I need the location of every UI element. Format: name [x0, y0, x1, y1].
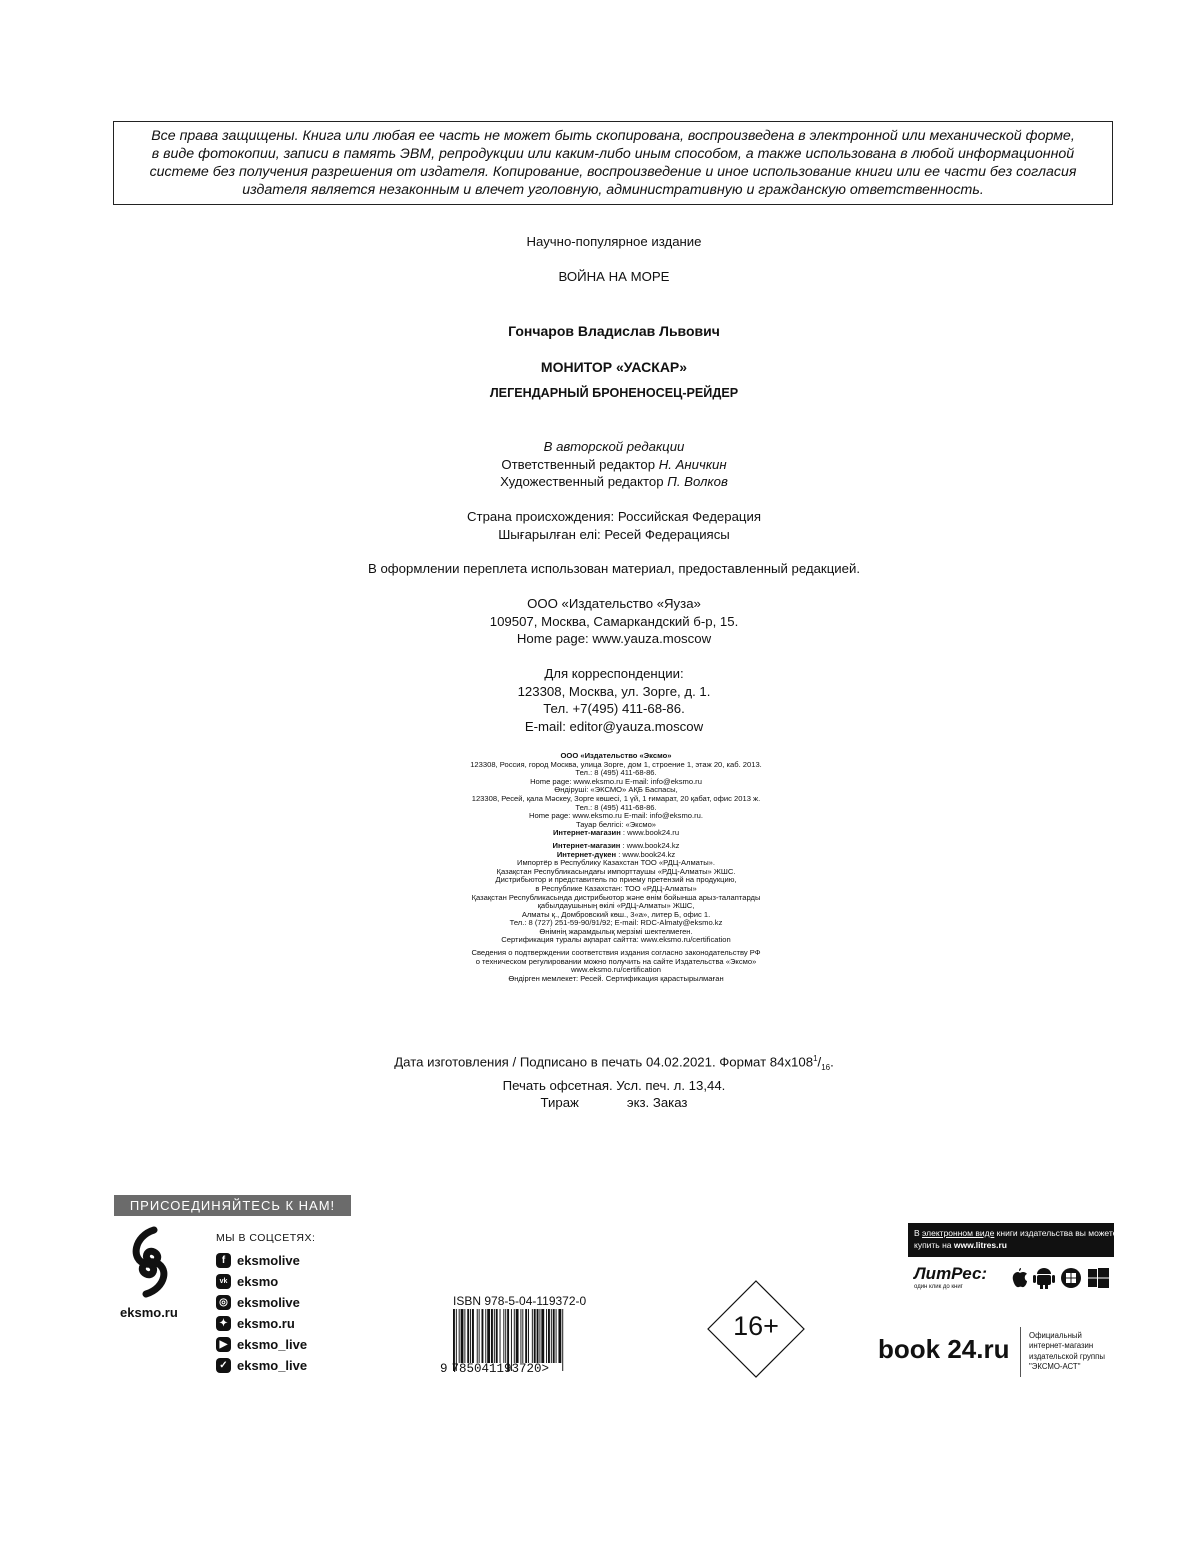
barcode-bar [491, 1309, 493, 1363]
print-info [0, 1050, 1193, 1112]
social-item[interactable] [216, 1334, 307, 1355]
join-us-banner: ПРИСОЕДИНЯЙТЕСЬ К НАМ! [114, 1195, 351, 1216]
barcode-bar [494, 1309, 495, 1363]
eksmo-logo-icon [126, 1226, 174, 1298]
windows-phone-icon [1061, 1268, 1081, 1288]
platform-icons [1008, 1266, 1112, 1290]
eksmo-legal-block [316, 752, 916, 983]
rights-line: издателя является незаконным и влечет уголовную, административную и гражданскую ответственность. [242, 182, 984, 198]
barcode-bar [541, 1309, 544, 1363]
vk-icon: vk [216, 1274, 231, 1289]
social-item[interactable] [216, 1292, 300, 1313]
book-title: МОНИТОР «УАСКАР» [540, 359, 688, 375]
correspondence-info: Для корреспонденции: 123308, Москва, ул. Зорге, д. 1. Тел. +7(495) 411-68-86. E-mail: editor@yauza.moscow [517, 666, 711, 734]
book-subtitle: ЛЕГЕНДАРНЫЙ БРОНЕНОСЕЦ-РЕЙДЕР [489, 386, 739, 400]
litres-tagline: один клик до книг [914, 1284, 963, 1290]
litres-logo: ЛитРес: [914, 1264, 988, 1283]
legal-line: Қазақстан Республикасындағы импорттаушы «РДЦ-Алматы» ЖШС. [496, 866, 736, 876]
barcode-bar [522, 1309, 523, 1363]
legal-line: Тел.: 8 (495) 411-68-86. [575, 768, 657, 778]
cover-note: В оформлении переплета использован материал, предоставленный редакцией. [368, 561, 860, 576]
legal-line: Қазақстан Республикасында дистрибьютор және өнім бойынша арыз-талаптарды [471, 892, 761, 902]
legal-line: www.eksmo.ru/certification [571, 965, 661, 975]
book24-logo: book 24.ru [878, 1334, 1010, 1364]
legal-line: Интернет-дүкен : www.book24.kz [556, 849, 676, 859]
barcode-bar [477, 1309, 478, 1363]
barcode-bar [556, 1309, 557, 1363]
barcode-bar [503, 1309, 504, 1363]
social-handle: eksmolive [237, 1253, 300, 1268]
rights-line: системе без получения разрешения от издателя. Копирование, воспроизведение и иное использование книги или ее части без согласия [149, 164, 1077, 180]
barcode-bar [514, 1309, 515, 1363]
barcode-bar [472, 1309, 474, 1363]
barcode-bar [551, 1309, 552, 1363]
legal-line: Сертификация туралы ақпарат сайтта: www.eksmo.ru/certification [501, 935, 731, 945]
social-handle: eksmo_live [237, 1358, 308, 1373]
legal-line: Импортёр в Республику Казахстан ТОО «РДЦ-Алматы». [516, 858, 715, 868]
editorial-note: В авторской редакции [543, 439, 685, 454]
barcode-bar [534, 1309, 536, 1363]
print-type: Печать офсетная. Усл. печ. л. 13,44. [502, 1077, 726, 1093]
barcode-bar [470, 1309, 471, 1363]
divider [1020, 1327, 1021, 1377]
facebook-icon: f [216, 1253, 231, 1268]
legal-line: в Республике Казахстан: ТОО «РДЦ-Алматы» [535, 883, 697, 893]
barcode-bar [485, 1309, 486, 1363]
rights-line: в виде фотокопии, записи в память ЭВМ, репродукции или каким-либо иным способом, а также использована в любой информационной [151, 146, 1075, 162]
barcode-bar [525, 1309, 527, 1363]
social-item[interactable] [216, 1355, 307, 1376]
legal-line: Тел.: 8 (495) 411-68-86. [575, 802, 657, 812]
legal-line: о техническом регулировании можно получить на сайте Издательства «Эксмо» [475, 956, 757, 966]
legal-line: Өнімнің жарамдылық мерзімі шектелмеген. [539, 926, 693, 936]
windows-icon [1088, 1268, 1109, 1288]
art-editor: Художественный редактор П. Волков [500, 474, 728, 489]
barcode-bar [516, 1309, 519, 1363]
age-rating-text: 16+ [733, 1311, 779, 1341]
instagram-icon: ◎ [216, 1295, 231, 1310]
barcode-bar [553, 1309, 555, 1363]
barcode-bar [539, 1309, 540, 1363]
barcode-bar [479, 1309, 480, 1363]
barcode-bar [505, 1309, 506, 1363]
social-handle: eksmo.ru [237, 1316, 295, 1331]
country-of-origin: Страна происхождения: Российская Федерация Шығарылған елі: Ресей Федерациясы [467, 509, 761, 542]
barcode-bar [558, 1309, 561, 1363]
legal-line: Home page: www.eksmo.ru E-mail: info@eksmo.ru. [529, 811, 703, 821]
twitter-icon: ✓ [216, 1358, 231, 1373]
barcode-bar [562, 1309, 563, 1371]
publisher-info: ООО «Издательство «Яуза» 109507, Москва, Самаркандский б-р, 15. Home page: www.yauza.moscow [489, 596, 739, 646]
legal-line: Өндірген мемлекет: Ресей. Сертификация қарастырылмаған [508, 973, 724, 983]
print-run: Тираж экз. Заказ [540, 1095, 688, 1111]
legal-line: қабылдаушының өкілі «РДЦ-Алматы» ЖШС, [537, 901, 695, 911]
print-date-format: Дата изготовления / Подписано в печать 04.02.2021. Формат $84x108^1/_{16}$. [394, 1054, 834, 1073]
social-handle: eksmo_live [237, 1337, 308, 1352]
barcode-bar [464, 1309, 465, 1363]
legal-line: Тауар белгісі: «Эксмо» [575, 819, 657, 829]
responsible-editor: Ответственный редактор Н. Аничкин [501, 456, 727, 472]
barcode-bar [528, 1309, 529, 1363]
legal-line: Алматы қ., Домбровский көш., 3«а», литер Б, офис 1. [521, 909, 711, 919]
social-label: МЫ В СОЦСЕТЯХ: [216, 1232, 316, 1244]
ok-icon: ✦ [216, 1316, 231, 1331]
barcode-bar [546, 1309, 547, 1363]
legal-line: ООО «Издательство «Эксмо» [560, 751, 672, 760]
legal-line: Тел.: 8 (727) 251-59-90/91/92; E-mail: RDC-Almaty@eksmo.kz [509, 918, 723, 928]
litres-banner: В электронном виде книги издательства вы можете купить на www.litres.ru [908, 1223, 1114, 1257]
barcode-bar [532, 1309, 533, 1363]
legal-line: 123308, Ресей, қала Мәскеу, Зорге көшесі, 1 үй, 1 ғимарат, 20 қабат, офис 2013 ж. [471, 793, 761, 803]
apple-icon [1013, 1268, 1027, 1287]
barcode-bar [548, 1309, 550, 1363]
legal-line: 123308, Россия, город Москва, улица Зорге, дом 1, строение 1, этаж 20, каб. 2013. [470, 759, 762, 769]
eksmo-site-link[interactable]: eksmo.ru [120, 1305, 178, 1320]
editorial-credits [0, 438, 1193, 491]
barcode-bar [459, 1309, 460, 1363]
barcode-bar [467, 1309, 469, 1363]
social-item[interactable] [216, 1250, 300, 1271]
android-icon [1033, 1268, 1055, 1289]
legal-line: Дистрибьютор и представитель по приему претензий на продукцию, [495, 875, 737, 885]
barcode-bar [487, 1309, 490, 1363]
legal-line: Интернет-магазин : www.book24.kz [552, 840, 680, 850]
edition-type: Научно-популярное издание [526, 234, 702, 249]
legal-line: Home page: www.eksmo.ru E-mail: info@eksmo.ru [530, 776, 702, 786]
social-handle: eksmo [237, 1274, 279, 1289]
litres-link[interactable]: электронном виде [922, 1228, 995, 1238]
social-handle: eksmolive [237, 1295, 300, 1310]
barcode-bar [461, 1309, 464, 1363]
social-item[interactable] [216, 1313, 295, 1334]
rights-line: Все права защищены. Книга или любая ее часть не может быть скопирована, воспроизведена в электронной или механической форме, [151, 128, 1075, 144]
social-item[interactable] [216, 1271, 278, 1292]
barcode-bar [500, 1309, 501, 1363]
series-title: ВОЙНА НА МОРЕ [558, 269, 670, 284]
barcode-bar [496, 1309, 498, 1363]
youtube-icon: ▶ [216, 1337, 231, 1352]
barcode-bar [482, 1309, 484, 1363]
legal-line: Өндіруші: «ЭКСМО» АҚБ Баспасы, [554, 785, 678, 795]
barcode-bar [537, 1309, 539, 1363]
isbn-label: ISBN 978-5-04-119372-0 [453, 1294, 587, 1308]
barcode-bar [520, 1309, 521, 1363]
legal-line: Интернет-магазин : www.book24.ru [552, 828, 680, 838]
author-name: Гончаров Владислав Львович [508, 323, 720, 339]
rights-notice [113, 121, 1113, 205]
litres-url[interactable]: www.litres.ru [953, 1240, 1007, 1250]
book24-description: Официальный интернет-магазин издательской группы "ЭКСМО-АСТ" [1029, 1331, 1105, 1372]
barcode-digits: 9 785041193720> [440, 1362, 550, 1376]
legal-line: Сведения о подтверждении соответствия издания согласно законодательству РФ [471, 948, 761, 958]
